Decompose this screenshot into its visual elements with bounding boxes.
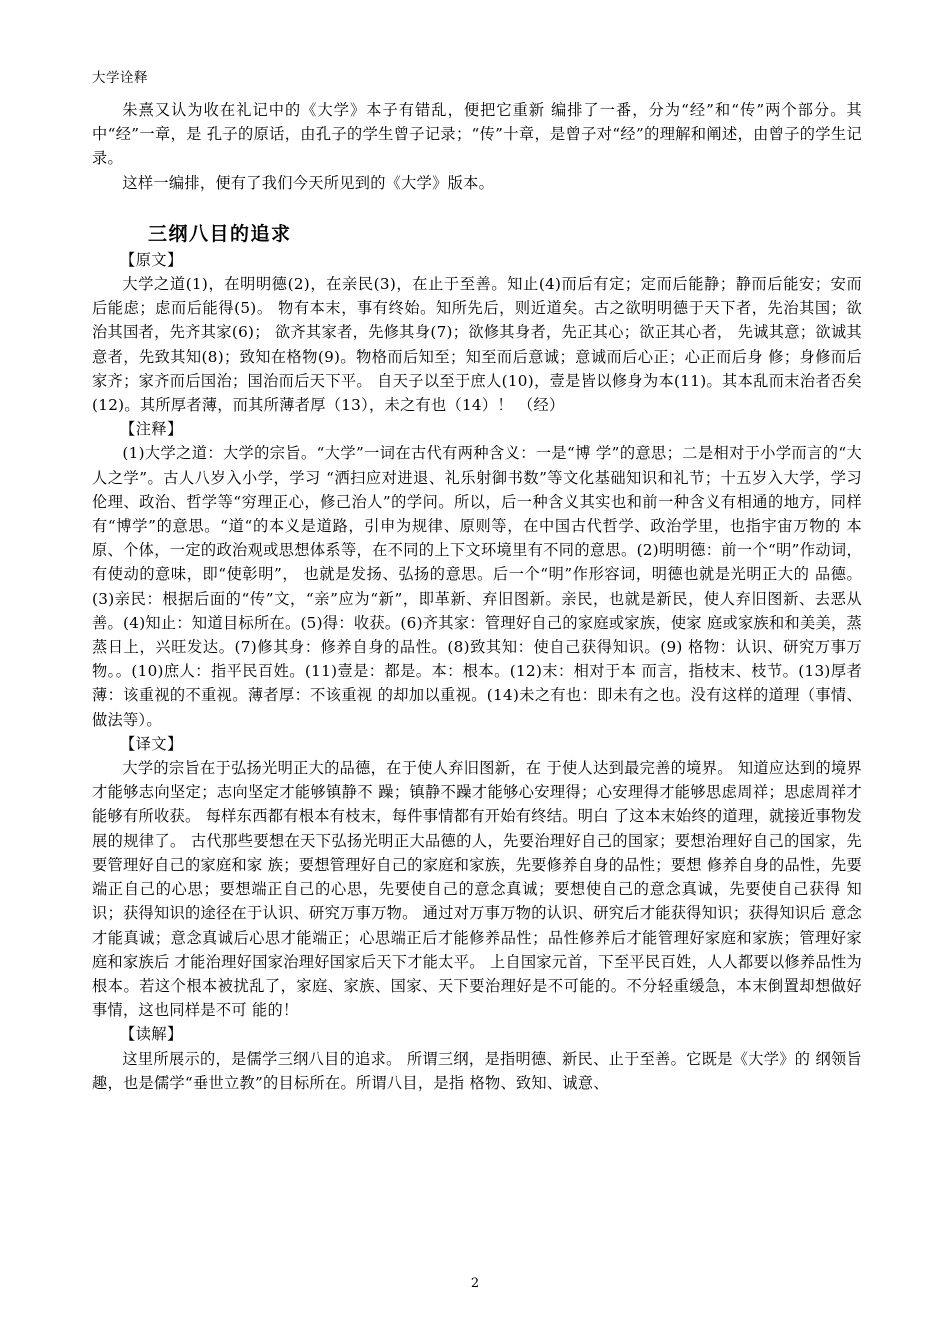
notes-paragraph: (1)大学之道：大学的宗旨。“大学”一词在古代有两种含义：一是“博 学”的意思；二是相对于小学而言的“大人之学”。古人八岁入小学，学习 “洒扫应对进退、礼乐射御书数”等文化基础知识和礼节；十五岁入大学，学习伦理、政治、哲学等“穷理正心，修己治人”的学问。所以，后一种含义其实也和前一种含义有相通的地方，同样有“博学”的意思。“道“的本义是道路，引申为规律、原则等，在中国古代哲学、政治学里，也指宇宙万物的 本原、个体，一定的政治观或思想体系等，在不同的上下文环境里有不同的意思。(2)明明德：前一个“明”作动词，有使动的意味，即“使彰明”， 也就是发扬、弘扬的意思。后一个“明”作形容词，明德也就是光明正大的 品德。(3)亲民：根据后面的“传”文，“亲”应为“新”，即革新、弃旧图新。亲民，也就是新民，使人弃旧图新、去恶从善。(4)知止：知道目标所在。(5)得：收获。(6)齐其家：管理好自己的家庭或家族，使家 庭或家族和和美美，蒸蒸日上，兴旺发达。(7)修其身：修养自身的品性。(8)致其知：使自己获得知识。(9) 格物：认识、研究万事万物。。(10)庶人：指平民百姓。(11)壹是：都是。本：根本。(12)末：相对于本 而言，指枝末、枝节。(13)厚者薄：该重视的不重视。薄者厚：不该重视 的却加以重视。(14)未之有也：即未有之也。没有这样的道理（事情、做法等）。 xyxy=(92,444,862,729)
reading-paragraph: 这里所展示的，是儒学三纲八目的追求。 所谓三纲，是指明德、新民、止于至善。它既是《大学》的 纲领旨趣，也是儒学“垂世立教”的目标所在。所谓八目，是指 格物、致知、诚意、 xyxy=(92,1049,862,1092)
translation-paragraph: 大学的宗旨在于弘扬光明正大的品德，在于使人弃旧图新，在 于使人达到最完善的境界。 知道应达到的境界才能够志向坚定；志向坚定才能够镇静不 躁；镇静不躁才能够心安理得；心安理得才能够思虑周祥；思虑周祥才能够有所收获。 每样东西都有根本有枝末，每件事情都有开始有终结。明白 了这本末始终的道理，就接近事物发展的规律了。 古代那些要想在天下弘扬光明正大品德的人，先要治理好自己的国家；要想治理好自己的国家，先要管理好自己的家庭和家 族；要想管理好自己的家庭和家族，先要修养自身的品性；要想 修养自身的品性，先要端正自己的心思；要想端正自己的心思，先要使自己的意念真诚；要想使自己的意念真诚，先要使自己获得 知识；获得知识的途径在于认识、研究万事万物。 通过对万事万物的认识、研究后才能获得知识；获得知识后 意念才能真诚；意念真诚后心思才能端正；心思端正后才能修养品性；品性修养后才能管理好家庭和家族；管理好家庭和家族后 才能治理好国家治理好国家后天下才能太平。 上自国家元首，下至平民百姓，人人都要以修养品性为根本。若这个根本被扰乱了，家庭、家族、国家、天下要治理好是不可能的。不分轻重缓急，本末倒置却想做好事情，这也同样是不可 能的！ xyxy=(92,759,862,1020)
translation-label: 【译文】 xyxy=(120,734,183,753)
original-text-paragraph: 大学之道(1)，在明明德(2)，在亲民(3)，在止于至善。知止(4)而后有定；定而后能静；静而后能安；安而后能虑；虑而后能得(5)。 物有本末，事有终始。知所先后，则近道矣。古之欲明明德于天下者，先治其国；欲治其国者，先齐其家(6)； 欲齐其家者，先修其身(7)；欲修其身者，先正其心；欲正其心者， 先诚其意；欲诚其意者，先致其知(8)；致知在格物(9)。物格而后知至；知至而后意诚；意诚而后心正；心正而后身 修；身修而后家齐；家齐而后国治；国治而后天下平。 自天子以至于庶人(10)，壹是皆以修身为本(11)。其本乱而末治者否矣(12)。其所厚者薄，而其所薄者厚（13），未之有也（14）！ （经） xyxy=(92,275,862,415)
notes-label: 【注释】 xyxy=(120,420,183,439)
intro-paragraph: 这样一编排，便有了我们今天所见到的《大学》版本。 xyxy=(122,173,495,192)
page-body xyxy=(92,98,862,1095)
running-header: 大学诠释 xyxy=(92,70,148,86)
page-number: 2 xyxy=(470,1276,480,1291)
section-title: 三纲八目的追求 xyxy=(148,222,292,245)
intro-paragraph: 朱熹又认为收在礼记中的《大学》本子有错乱，便把它重新 编排了一番，分为“经”和“传”两个部分。其中“经”一章，是 孔子的原话，由孔子的学生曾子记录；“传”十章，是曾子对“经”的理解和阐述，由曾子的学生记录。 xyxy=(92,101,862,168)
reading-label: 【读解】 xyxy=(120,1025,183,1044)
original-text-label: 【原文】 xyxy=(120,250,183,269)
